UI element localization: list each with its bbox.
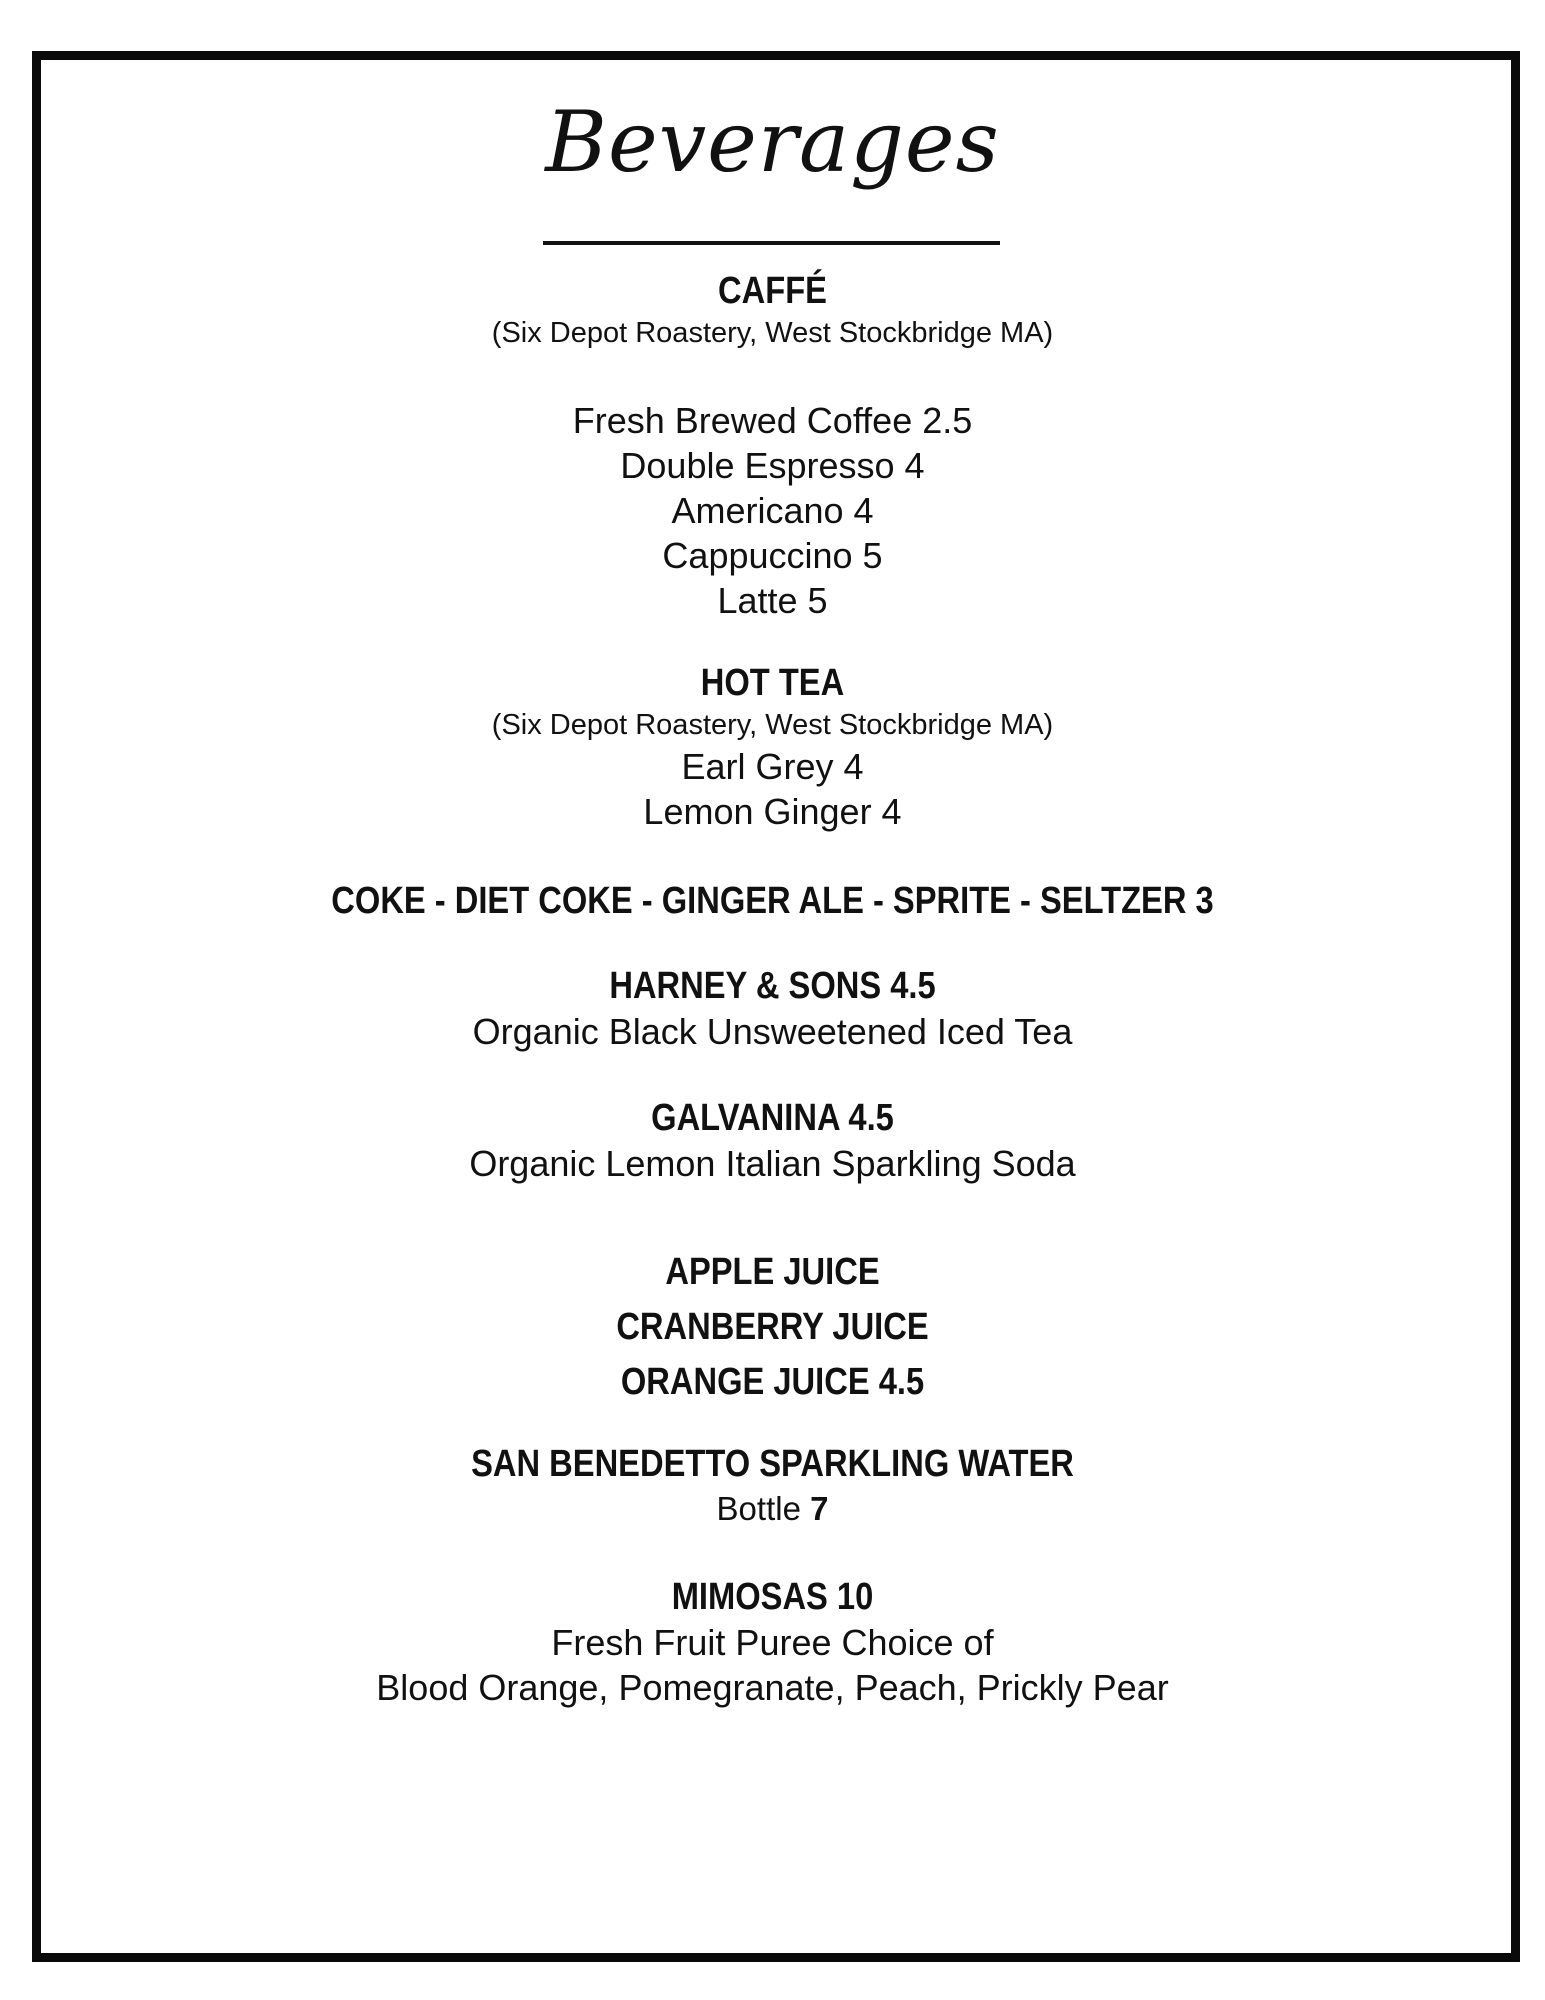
menu-item: Fresh Brewed Coffee 2.5	[572, 400, 973, 441]
harney-description: Organic Black Unsweetened Iced Tea	[472, 1011, 1073, 1052]
hot-tea-heading: HOT TEA	[700, 662, 845, 704]
mimosas-line-2: Blood Orange, Pomegranate, Peach, Prickly Pear	[376, 1667, 1169, 1708]
menu-item: Earl Grey 4	[681, 746, 864, 787]
menu-item: Lemon Ginger 4	[643, 791, 902, 832]
galvanina-section	[0, 1095, 1545, 1186]
caffe-source: (Six Depot Roastery, West Stockbridge MA)	[491, 317, 1054, 349]
menu-item: Cappuccino 5	[662, 535, 883, 576]
galvanina-description: Organic Lemon Italian Sparkling Soda	[469, 1143, 1076, 1184]
water-size-label: Bottle	[716, 1490, 801, 1527]
water-heading: SAN BENEDETTO SPARKLING WATER	[471, 1443, 1074, 1485]
menu-item: Latte 5	[717, 580, 828, 621]
menu-title: Beverages	[545, 93, 1000, 191]
menu-item: Double Espresso 4	[620, 445, 925, 486]
hot-tea-section	[0, 660, 1545, 834]
juices-section	[0, 1245, 1545, 1410]
sodas-heading: COKE - DIET COKE - GINGER ALE - SPRITE - SELTZER 3	[331, 880, 1214, 922]
mimosas-line-1: Fresh Fruit Puree Choice of	[551, 1622, 994, 1663]
mimosas-heading: MIMOSAS 10	[671, 1576, 874, 1618]
water-price-line	[0, 1487, 1545, 1531]
juice-item: ORANGE JUICE 4.5	[620, 1361, 925, 1403]
hot-tea-source: (Six Depot Roastery, West Stockbridge MA)	[491, 709, 1054, 741]
menu-item: Americano 4	[671, 490, 874, 531]
juice-item: APPLE JUICE	[665, 1251, 880, 1293]
harney-section	[0, 963, 1545, 1054]
sodas-section	[0, 878, 1545, 924]
caffe-heading: CAFFÉ	[718, 270, 827, 312]
water-section	[0, 1441, 1545, 1531]
caffe-items	[0, 398, 1545, 623]
juice-item: CRANBERRY JUICE	[616, 1306, 929, 1348]
galvanina-heading: GALVANINA 4.5	[651, 1097, 894, 1139]
caffe-section	[0, 268, 1545, 352]
mimosas-section	[0, 1574, 1545, 1710]
harney-heading: HARNEY & SONS 4.5	[609, 965, 936, 1007]
water-price: 7	[810, 1490, 829, 1527]
title-underline	[543, 241, 1000, 245]
